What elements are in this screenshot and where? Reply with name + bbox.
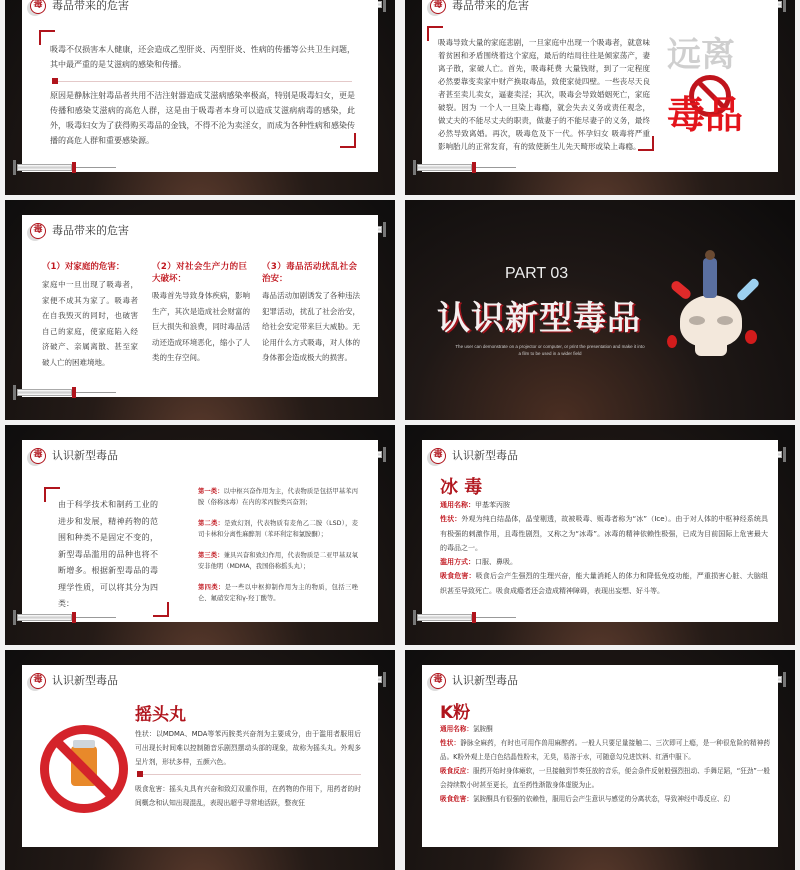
divider <box>137 774 361 775</box>
drug-fields <box>440 722 770 806</box>
drug-badge-icon: 毒 <box>30 448 46 464</box>
category-text: 兼具兴奋和致幻作用，代表物质是二亚甲基双氧安非他明（MDMA，我国俗称摇头丸）； <box>198 552 359 570</box>
column-text: 家庭中一旦出现了吸毒者，家便不成其为家了。吸毒者在自我毁灭的同时，也破害自己的家庭，使家庭陷入经济破产、亲属离散、甚至家破人亡的困难境地。 <box>42 280 138 367</box>
field-label: 吸食危害： <box>440 572 476 581</box>
bracket-decoration <box>340 133 356 148</box>
slide-title: 认识新型毒品 <box>452 674 518 687</box>
intro-text: 由于科学技术和制药工业的进步和发展，精神药物的范围和种类不是固定不变的，新型毒品滥用的品种也将不断增多。根据新型毒品的毒理学性质，可以将其分为四类： <box>58 500 158 608</box>
slide-panel <box>422 665 778 847</box>
field-text: 外观为纯白结晶体，晶莹剔透，故被吸毒、贩毒者称为“冰”（Ice）。由于对人体的中枢神经系统具有极强的刺激作用，且毒性剧烈，又称之为“冰毒”。冰毒的精神依赖性极强，已成为目前国际上危害最大的毒品之一。 <box>440 515 769 552</box>
column-heading: （1）对家庭的危害： <box>42 262 125 272</box>
category-text: 是致幻剂，代表物质有麦角乙二胺（LSD），麦司卡林和分离性麻醉剂（苯环利定和氯胺酮）； <box>198 520 358 538</box>
field-text: 服药开始时身体瘫软，一旦接触到节奏狂放的音乐，便会条件反射般强烈扭动、手舞足蹈，“狂劲”一般会持续数小时甚至更长，直至药性渐散身体虚脱为止。 <box>440 767 770 789</box>
slide-panel <box>422 440 778 622</box>
category-item <box>198 518 358 540</box>
category-label: 第二类： <box>198 520 225 527</box>
drug-badge-icon: 毒 <box>430 448 446 464</box>
field-text: 静脉全麻药，有时也可用作兽用麻醉药。一般人只要足量接触二、三次即可上瘾，是一种很危险的精神药品。K粉外观上是白色结晶性粉末，无臭，易溶于水，可随意勾兑进饮料、红酒中服下。 <box>440 739 771 761</box>
section-subtitle: The user can demonstrate on a projector or computer, or print the presentation and make it into a film to be used in a wider field <box>455 344 645 356</box>
section-title: 认识新型毒品 <box>437 298 641 337</box>
slide-panel <box>22 0 378 172</box>
part-number: PART 03 <box>505 265 569 282</box>
drug-badge-icon: 毒 <box>30 0 46 14</box>
field <box>440 722 770 736</box>
column-text: 吸毒首先导致身体疾病，影响生产，其次是造成社会财富的巨大损失和浪费，同时毒品活动还造成环境恶化，缩小了人类的生存空间。 <box>152 291 250 362</box>
field <box>440 764 770 792</box>
category-label: 第三类： <box>198 552 224 559</box>
slide-thumbnail-3[interactable] <box>5 200 395 420</box>
field-text: 氯胺酮 <box>472 725 493 733</box>
slide-title: 毒品带来的危害 <box>52 224 129 237</box>
category-item <box>198 550 358 572</box>
slide-thumbnail-4[interactable] <box>405 200 795 420</box>
syringe-decoration <box>405 163 515 173</box>
slide-title: 认识新型毒品 <box>452 449 518 462</box>
field-label: 通用名称： <box>440 501 475 509</box>
slide-title: 毒品带来的危害 <box>52 0 129 12</box>
syringe-decoration <box>5 388 115 398</box>
field-text: 口服、鼻吸。 <box>475 558 517 567</box>
column-heading: （2）对社会生产力的巨大破坏： <box>152 262 247 284</box>
paragraph: 性状：以MDMA、MDA等苯丙胺类兴奋剂为主要成分，由于滥用者服用后可出现长时间难以控制随音乐剧烈摆动头部的现象，故称为摇头丸。外观多呈片剂，形状多样，五颜六色。 <box>135 730 361 766</box>
divider <box>52 81 352 82</box>
category-item <box>198 582 358 604</box>
slide-thumbnail-6[interactable] <box>405 425 795 645</box>
field-label: 通用名称： <box>440 725 473 733</box>
slide-panel <box>422 0 778 172</box>
slide-panel <box>22 440 378 622</box>
drug-badge-icon: 毒 <box>430 673 446 689</box>
slide-panel <box>22 215 378 397</box>
slide-title: 认识新型毒品 <box>52 674 118 687</box>
bracket-decoration <box>153 602 169 617</box>
field <box>440 736 770 764</box>
slide-panel <box>22 665 378 847</box>
paragraph: 吸食危害：摇头丸具有兴奋和致幻双重作用，在药物的作用下，用药者的时间概念和认知出现混乱，表现出超乎寻常地活跃，整夜狂 <box>135 785 361 807</box>
field-label: 吸食危害： <box>440 795 473 803</box>
category-text: 是一些以中枢抑制作用为主的物质，包括三唑仑、氟硝安定和γ-羟丁酸等。 <box>198 584 359 602</box>
category-text: 以中枢兴奋作用为主，代表物质是包括甲基苯丙胺（俗称冰毒）在内的苯丙胺类兴奋剂； <box>198 488 359 506</box>
skull-illustration <box>655 250 765 370</box>
field <box>440 569 768 598</box>
category-label: 第四类： <box>198 584 225 591</box>
drug-badge-icon: 毒 <box>30 673 46 689</box>
field-label: 吸食反应： <box>440 767 473 775</box>
category-label: 第一类： <box>198 488 224 495</box>
field <box>440 512 768 555</box>
slide-thumbnail-1[interactable] <box>5 0 395 195</box>
column-heading: （3）毒品活动扰乱社会治安： <box>262 262 357 284</box>
slide-thumbnail-5[interactable] <box>5 425 395 645</box>
syringe-decoration <box>5 613 115 623</box>
field-text: 氯胺酮具有很强的依赖性，服用后会产生意识与感觉的分离状态，导致神经中毒反应、幻 <box>472 795 731 803</box>
slide-title: 认识新型毒品 <box>52 449 118 462</box>
slide-thumbnail-2[interactable] <box>405 0 795 195</box>
slide-thumbnail-7[interactable] <box>5 650 395 870</box>
drug-name: 冰 毒 <box>440 477 483 498</box>
drug-name: K粉 <box>440 703 471 723</box>
drug-name: 摇头丸 <box>135 705 186 725</box>
graphic-text: 远离 <box>667 35 735 75</box>
drug-badge-icon: 毒 <box>30 223 46 239</box>
graphic-text: 毒品 <box>667 93 744 137</box>
paragraph: 吸毒导致大量的家庭悲剧，一旦家庭中出现一个吸毒者，就意味着贫困和矛盾围绕着这个家庭，最后的结局往往是倾家荡产，妻离子散，家破人亡。首先，吸毒耗费 大量钱财，到了一定程度必然要靠变卖家中财产换取毒品，致使家徒四壁。一些丧尽天良者甚至卖儿卖女，逼妻卖淫；其次，吸毒会导致婚姻死亡，家庭破裂。因为 一个人一旦染上毒瘾，就会失去义务或责任观念，做丈夫的不能尽丈夫的职责，做妻子的不能尽妻子的义务，最终必然导致离婚。再次，吸毒危及下一代。怀孕妇女 吸毒将严重影响胎儿的正常发育，有的致使新生儿先天畸形或染上毒瘾。 <box>438 38 650 151</box>
stay-away-from-drugs-graphic <box>667 35 762 145</box>
slide-thumbnail-8[interactable] <box>405 650 795 870</box>
paragraph: 原因是静脉注射毒品者共用不洁注射器造成艾滋病感染率极高，特别是吸毒妇女，更是传播和感染艾滋病的高危人群，这是由于吸毒者本身可以造成艾滋病病毒的感染，此外，吸毒妇女为了获得购买毒品的金钱，不得不沦为卖淫女，而成为各种性病和感染传播的高危人群和重要感染源。 <box>50 91 355 145</box>
field-text: 吸食后会产生强烈的生理兴奋，能大量消耗人的体力和降低免疫功能，严重损害心脏、大脑组织甚至导致死亡。吸食成瘾者还会造成精神障碍，表现出妄想、好斗等。 <box>440 572 769 595</box>
syringe-decoration <box>5 163 115 173</box>
field-text: 甲基苯丙胺 <box>475 501 510 509</box>
field-label: 性状： <box>440 515 462 524</box>
paragraph: 吸毒不仅损害本人健康，还会造成乙型肝炎、丙型肝炎、性病的传播等公共卫生问题，其中最严重的是艾滋病的感染和传播。 <box>50 45 355 69</box>
slide-title: 毒品带来的危害 <box>452 0 529 12</box>
field <box>440 792 770 806</box>
column-text: 毒品活动加剧诱发了各种违法犯罪活动，扰乱了社会治安，给社会安定带来巨大威胁。无论用什么方式吸毒，对人体的身体都会造成极大的损害。 <box>262 291 360 362</box>
drug-fields <box>440 498 768 598</box>
field-label: 滥用方式： <box>440 558 475 567</box>
category-list <box>198 486 358 604</box>
field <box>440 555 768 569</box>
bracket-decoration <box>638 136 654 151</box>
syringe-decoration <box>405 613 515 623</box>
field-label: 性状： <box>440 739 461 747</box>
drug-badge-icon: 毒 <box>430 0 446 14</box>
field <box>440 498 768 512</box>
category-item <box>198 486 358 508</box>
